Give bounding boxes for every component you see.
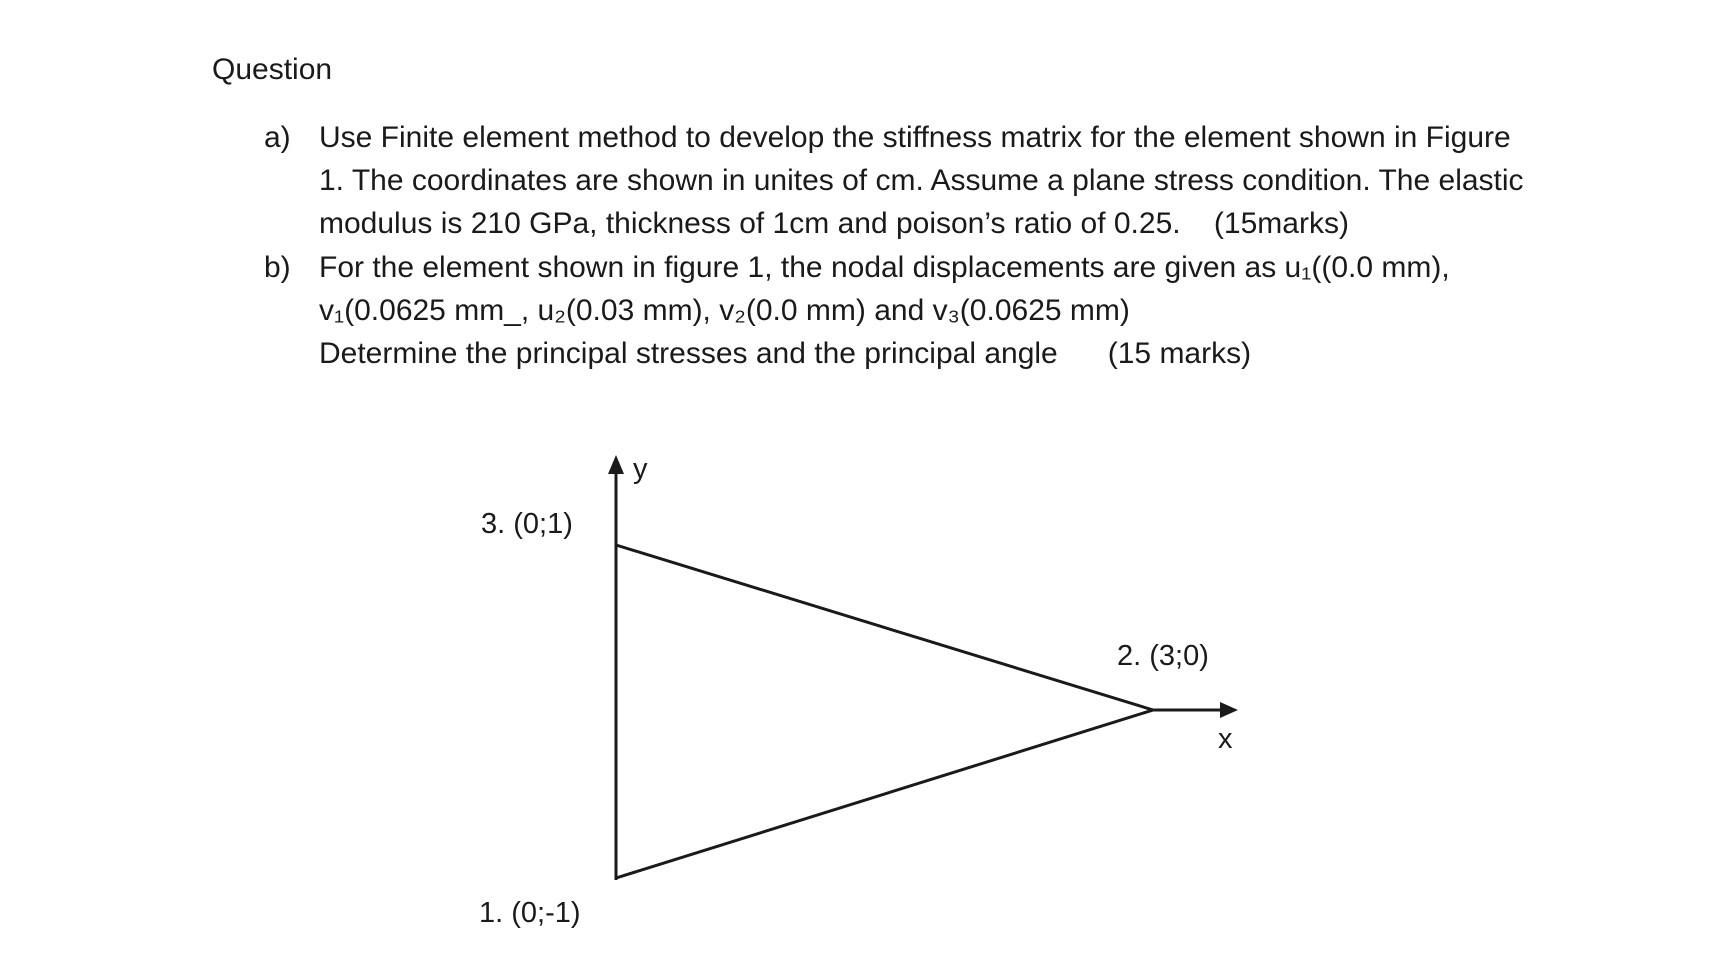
part-b-line-1: For the element shown in figure 1, the nodal displacements are given as u₁((0.0 mm), xyxy=(319,251,1450,284)
node-2-label: 2. (3;0) xyxy=(1117,640,1209,672)
y-axis-arrowhead xyxy=(608,455,624,474)
node-3-label: 3. (0;1) xyxy=(481,508,573,540)
part-a-line-1: Use Finite element method to develop the stiffness matrix for the element shown in Figure xyxy=(319,121,1511,154)
part-a-line-3: modulus is 210 GPa, thickness of 1cm and poison’s ratio of 0.25. (15marks) xyxy=(319,207,1349,240)
x-axis-arrowhead xyxy=(1220,702,1238,718)
triangle-element xyxy=(616,545,1153,878)
question-heading: Question xyxy=(212,53,333,86)
part-a-marker: a) xyxy=(264,121,291,154)
part-b-line-2: v₁(0.0625 mm_, u₂(0.03 mm), v₂(0.0 mm) and v₃(0.0625 mm) xyxy=(319,294,1130,327)
x-axis-label: x xyxy=(1218,723,1233,755)
part-b-marker: b) xyxy=(264,251,291,284)
part-b-line-3: Determine the principal stresses and the principal angle (15 marks) xyxy=(319,337,1252,370)
node-1-label: 1. (0;-1) xyxy=(479,897,581,929)
y-axis-label: y xyxy=(633,453,648,485)
part-a-line-2: 1. The coordinates are shown in unites of cm. Assume a plane stress condition. The elastic xyxy=(319,164,1524,197)
